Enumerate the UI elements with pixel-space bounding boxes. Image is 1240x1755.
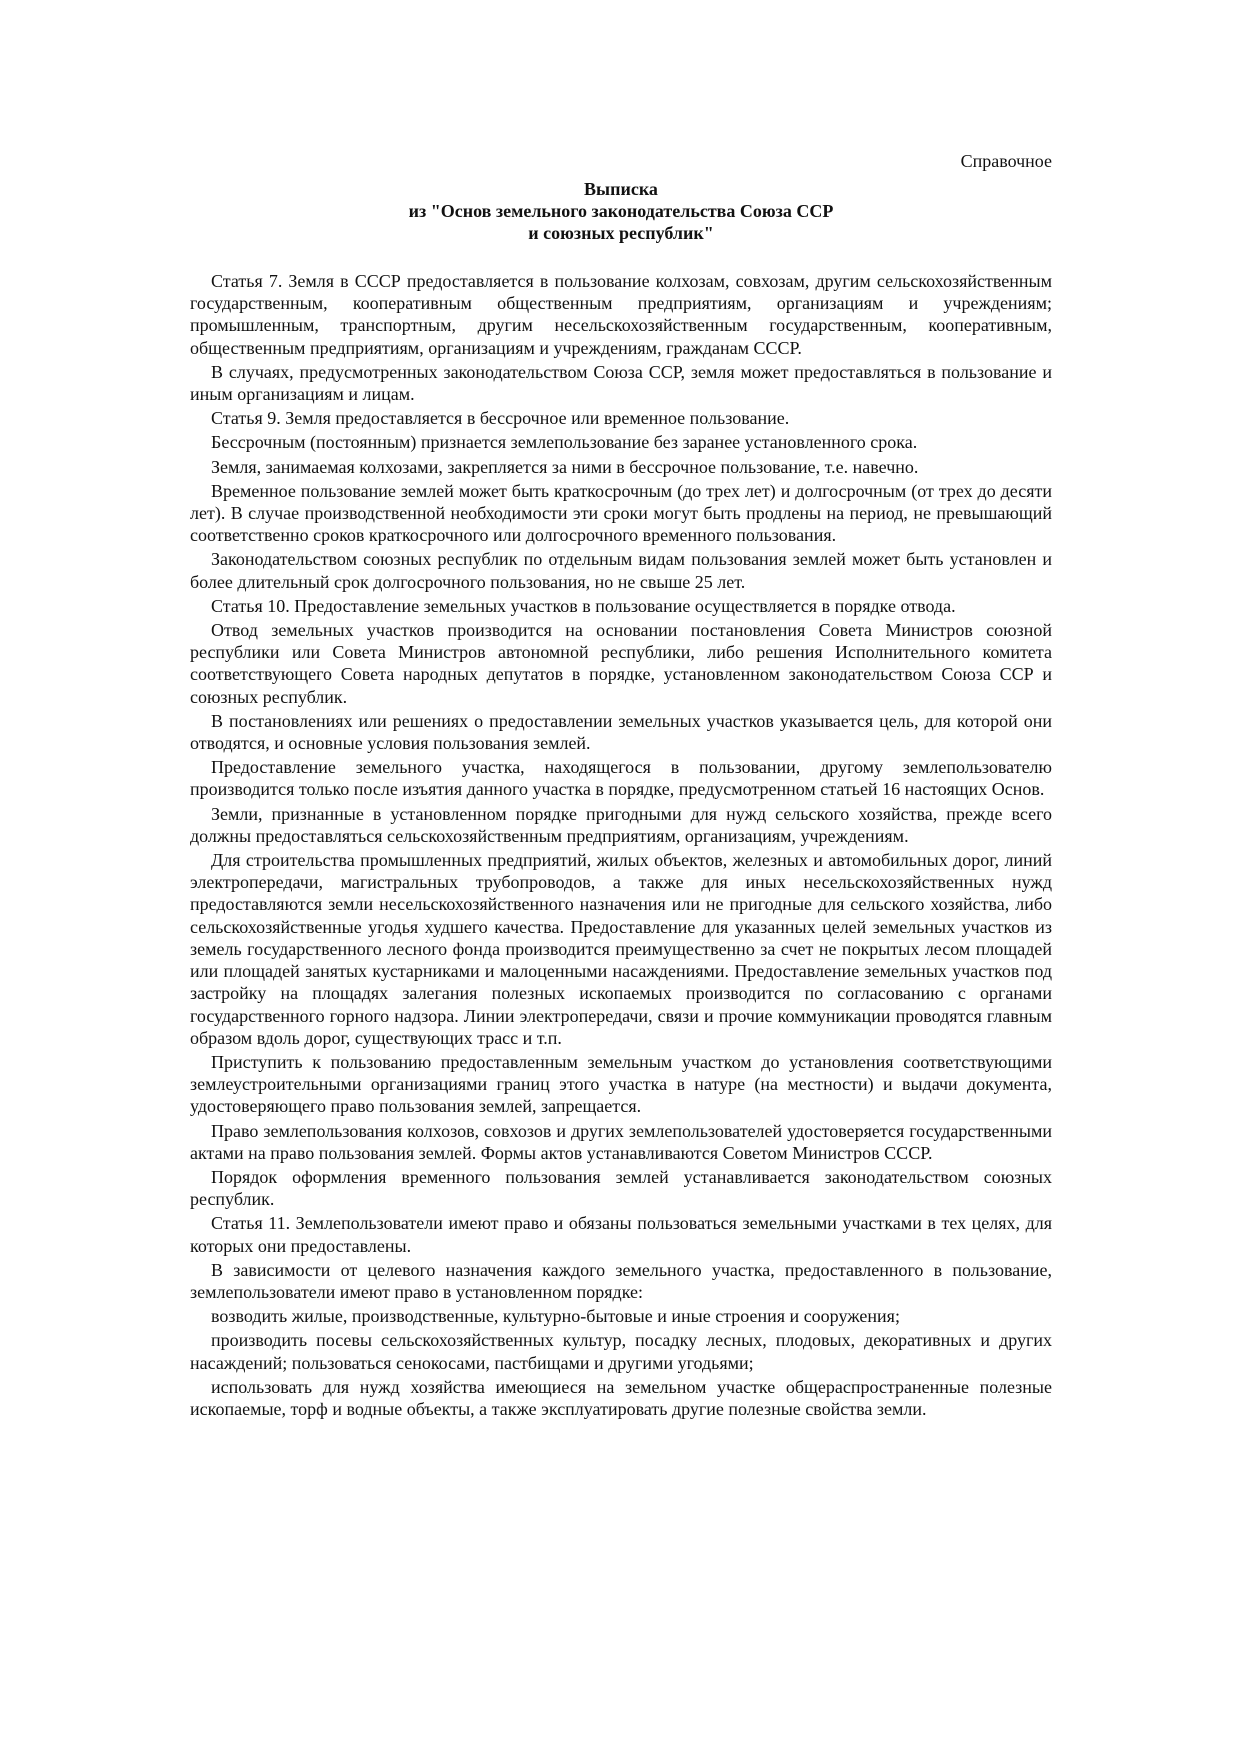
paragraph: Статья 9. Земля предоставляется в бессрочное или временное пользование. [211,408,790,429]
paragraph: Статья 11. Землепользователи имеют право и обязаны пользоваться земельными участками в тех целях, для которых они предоставлены. [190,1213,1052,1256]
paragraph: Отвод земельных участков производится на основании постановления Совета Министров союзной республики или Совета Министров автономной республики, либо решения Исполнительного комитета соответствующего Совета народных депутатов в порядке, установленном законодательством Союза ССР и союзных республик. [190,620,1052,707]
heading-line-3: и союзных республик" [528,223,714,243]
document-body [190,270,1052,1420]
paragraph: Статья 10. Предоставление земельных участков в пользование осуществляется в порядке отвода. [211,595,956,616]
paragraph: Предоставление земельного участка, находящегося в пользовании, другому землепользователю производится только после изъятия данного участка в порядке, предусмотренном статьей 16 настоящих Основ. [190,757,1052,800]
document-heading [190,178,1052,244]
paragraph: В постановлениях или решениях о предоставлении земельных участков указывается цель, для которой они отводятся, и основные условия пользования землей. [190,710,1052,754]
heading-line-1: Выписка [584,179,658,199]
paragraph: Земли, признанные в установленном порядке пригодными для нужд сельского хозяйства, прежде всего должны предоставляться сельскохозяйственным предприятиям, организациям, учреждениям. [190,803,1052,846]
paragraph: Законодательством союзных республик по отдельным видам пользования землей может быть установлен и более длительный срок долгосрочного пользования, но не свыше 25 лет. [190,549,1052,592]
paragraph: Приступить к пользованию предоставленным земельным участком до установления соответствующими землеустроительными организациями границ этого участка в натуре (на местности) и выдачи документа, удостоверяющего право пользования землей, запрещается. [190,1051,1052,1117]
paragraph: Земля, занимаемая колхозами, закрепляется за ними в бессрочное пользование, т.е. навечно. [211,456,919,477]
paragraph: Право землепользования колхозов, совхозов и других землепользователей удостоверяется государственными актами на право пользования землей. Формы актов устанавливаются Советом Министров СССР. [190,1120,1052,1163]
paragraph: Для строительства промышленных предприятий, жилых объектов, железных и автомобильных дорог, линий электропередачи, магистральных трубопроводов, а также для иных несельскохозяйственных нужд предоставляются земли несельскохозяйственного назначения или не пригодные для сельского хозяйства, либо сельскохозяйственные угодья худшего качества. Предоставление для указанных целей земельных участков из земель государственного лесного фонда производится преимущественно за счет не покрытых лесом площадей или площадей занятых кустарниками и малоценными насаждениями. Предоставление земельных участков под застройку на площадях залегания полезных ископаемых производится по согласованию с органами государственного горного надзора. Линии электропередачи, связи и прочие коммуникации проводятся главным образом вдоль дорог, существующих трасс и т.п. [190,850,1052,1048]
paragraph: Порядок оформления временного пользования землей устанавливается законодательством союзных республик. [190,1166,1052,1210]
paragraph: Статья 7. Земля в СССР предоставляется в пользование колхозам, совхозам, другим сельскохозяйственным государственным, кооперативным общественным предприятиям, организациям и учреждениям; промышленным, транспортным, другим несельскохозяйственным государственным, кооперативным, общественным предприятиям, организациям и учреждениям, гражданам СССР. [190,271,1052,358]
reference-note: Справочное [960,151,1052,171]
paragraph: Временное пользование землей может быть краткосрочным (до трех лет) и долгосрочным (от трех до десяти лет). В случае производственной необходимости эти сроки могут быть продлены на период, не превышающий соответственно сроков краткосрочного или долгосрочного временного пользования. [190,480,1052,546]
paragraph: производить посевы сельскохозяйственных культур, посадку лесных, плодовых, декоративных и других насаждений; пользоваться сенокосами, пастбищами и другими угодьями; [190,1330,1052,1373]
paragraph: В зависимости от целевого назначения каждого земельного участка, предоставленного в пользование, землепользователи имеют право в установленном порядке: [190,1259,1052,1302]
document-page [190,150,1052,1422]
paragraph: использовать для нужд хозяйства имеющиеся на земельном участке общераспространенные полезные ископаемые, торф и водные объекты, а также эксплуатировать другие полезные свойства земли. [190,1376,1052,1419]
paragraph: В случаях, предусмотренных законодательством Союза ССР, земля может предоставляться в пользование и иным организациям и лицам. [190,361,1052,405]
heading-line-2: из "Основ земельного законодательства Союза ССР [408,201,834,221]
paragraph: возводить жилые, производственные, культурно-бытовые и иные строения и сооружения; [211,1306,900,1327]
paragraph: Бессрочным (постоянным) признается землепользование без заранее установленного срока. [211,432,918,453]
